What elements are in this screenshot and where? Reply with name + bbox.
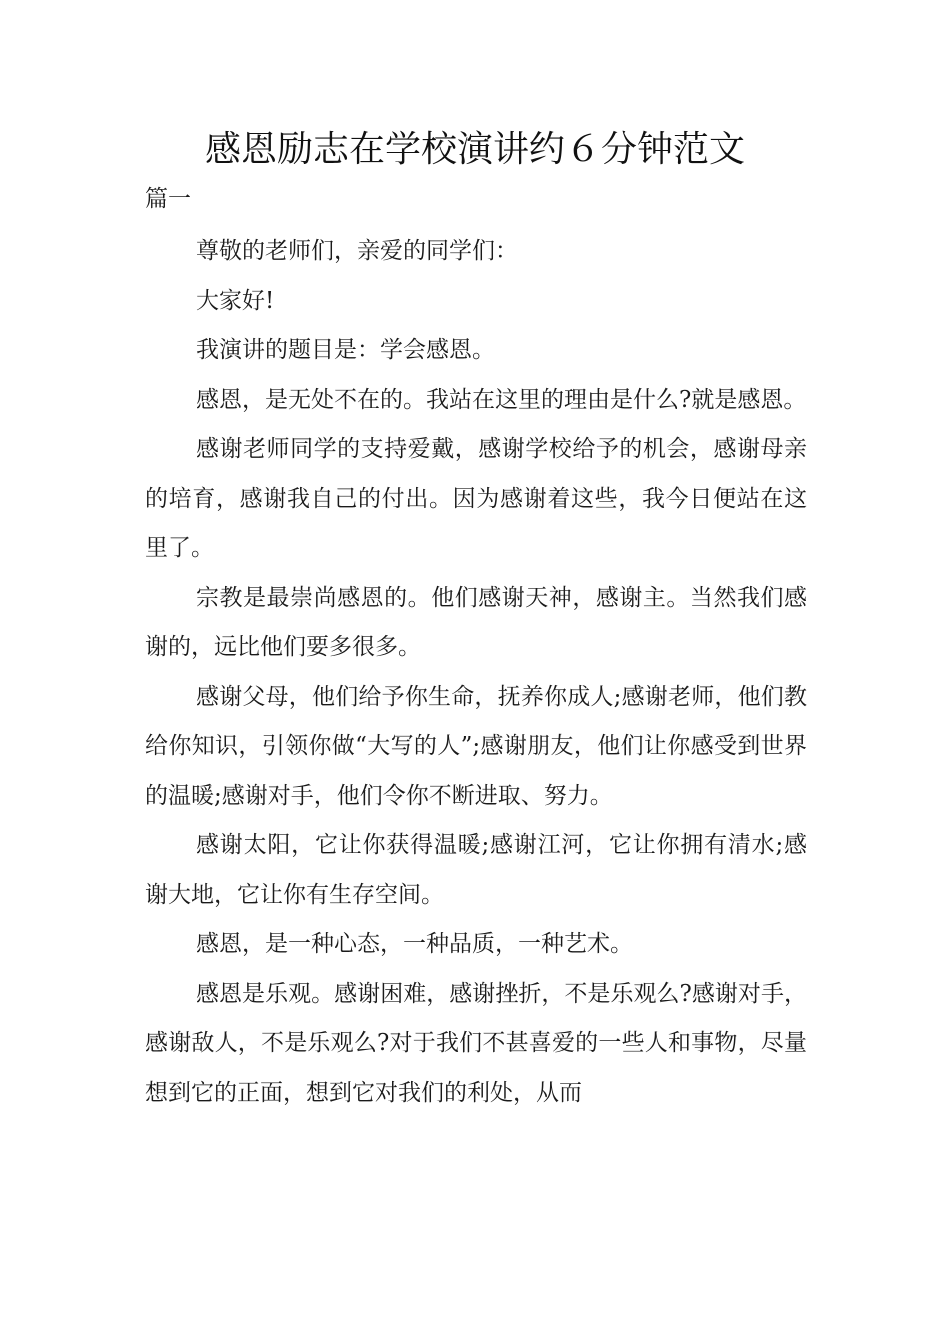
paragraph: 感谢父母，他们给予你生命，抚养你成人;感谢老师，他们教给你知识，引领你做“大写的人”;感谢朋友，他们让你感受到世界的温暖;感谢对手，他们令你不断进取、努力。 bbox=[145, 683, 807, 809]
paragraph: 大家好! bbox=[196, 287, 275, 314]
document-body bbox=[145, 227, 807, 1118]
paragraph: 感恩，是一种心态，一种品质，一种艺术。 bbox=[196, 931, 633, 957]
page-title: 感恩励志在学校演讲约６分钟范文 bbox=[204, 129, 745, 170]
paragraph: 感谢老师同学的支持爱戴，感谢学校给予的机会，感谢母亲的培育，感谢我自己的付出。因为感谢着这些，我今日便站在这里了。 bbox=[145, 436, 807, 561]
paragraph: 感恩是乐观。感谢困难，感谢挫折，不是乐观么?感谢对手，感谢敌人，不是乐观么?对于我们不甚喜爱的一些人和事物，尽量想到它的正面，想到它对我们的利处，从而 bbox=[145, 980, 807, 1106]
paragraph: 感谢太阳，它让你获得温暖;感谢江河，它让你拥有清水;感谢大地，它让你有生存空间。 bbox=[145, 832, 807, 908]
paragraph: 我演讲的题目是：学会感恩。 bbox=[196, 337, 495, 363]
paragraph: 感恩，是无处不在的。我站在这里的理由是什么?就是感恩。 bbox=[196, 386, 807, 413]
paragraph: 宗教是最崇尚感恩的。他们感谢天神，感谢主。当然我们感谢的，远比他们要多很多。 bbox=[145, 584, 807, 660]
paragraph: 尊敬的老师们，亲爱的同学们： bbox=[196, 238, 518, 264]
section-label: 篇一 bbox=[145, 186, 191, 212]
